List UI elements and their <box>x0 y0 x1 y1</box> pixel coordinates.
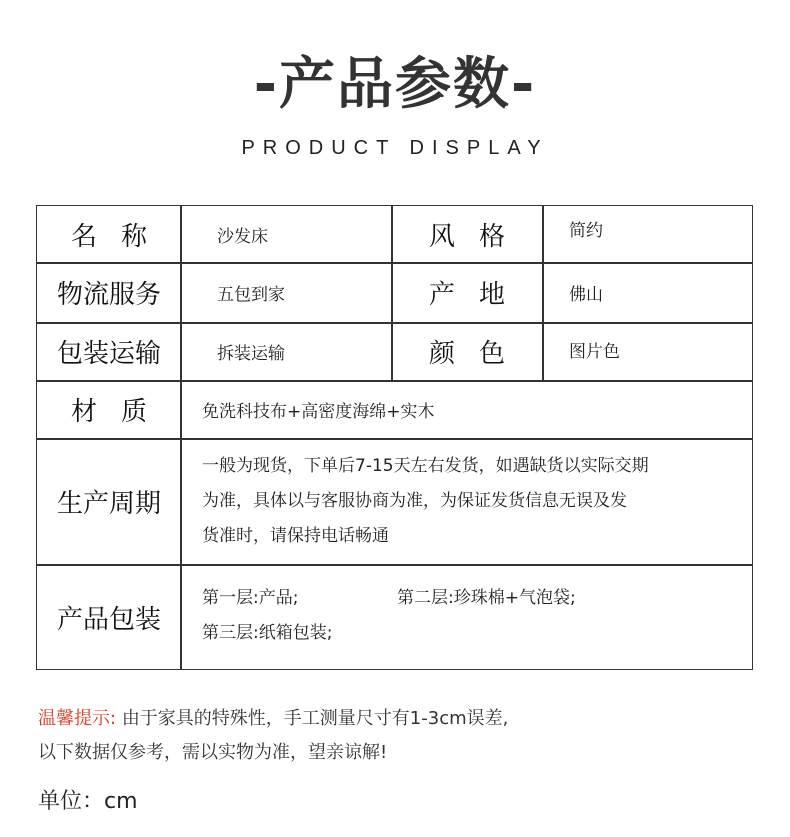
style-value: 简约 <box>569 220 603 241</box>
color-value: 图片色 <box>569 342 620 362</box>
name-label: 名称 <box>70 221 171 252</box>
package-layer-1: 第一层:产品; <box>202 588 299 608</box>
page-title: -产品参数- <box>253 52 537 117</box>
package-layer-3: 第三层:纸箱包装; <box>202 623 333 643</box>
page-subtitle: PRODUCT DISPLAY <box>241 137 549 159</box>
column-divider <box>542 206 544 380</box>
style-label: 风格 <box>428 221 529 252</box>
packing-transport-label: 包装运输 <box>56 339 161 369</box>
production-value <box>202 439 747 564</box>
unit-label: 单位：cm <box>38 789 138 814</box>
production-line: 一般为现货，下单后7-15天左右发货，如遇缺货以实际交期 <box>202 456 649 476</box>
name-value: 沙发床 <box>217 226 268 247</box>
logistics-label: 物流服务 <box>56 280 161 310</box>
package-layer-2: 第二层:珍珠棉+气泡袋; <box>397 588 576 608</box>
production-label: 生产周期 <box>56 489 161 519</box>
package-label: 产品包装 <box>56 604 161 635</box>
notice <box>38 702 758 770</box>
notice-text-1: 由于家具的特殊性，手工测量尺寸有1-3cm误差, <box>121 708 509 729</box>
logistics-value: 五包到家 <box>217 285 285 305</box>
package-line <box>202 581 729 616</box>
production-line: 为准，具体以与客服协商为准，为保证发货信息无误及发 <box>202 491 627 511</box>
package-value <box>202 565 747 669</box>
origin-label: 产地 <box>428 280 529 310</box>
color-label: 颜色 <box>428 339 529 369</box>
production-line: 货准时，请保持电话畅通 <box>202 526 389 546</box>
origin-value: 佛山 <box>569 285 603 305</box>
notice-line-1 <box>38 702 758 736</box>
material-value: 免洗科技布+高密度海绵+实木 <box>202 402 435 422</box>
notice-line-2: 以下数据仅参考，需以实物为准，望亲谅解! <box>38 742 388 763</box>
material-label: 材质 <box>70 397 171 427</box>
notice-warn-label: 温馨提示: <box>38 708 117 729</box>
packing-transport-value: 拆装运输 <box>217 344 285 364</box>
spec-table <box>36 205 753 670</box>
